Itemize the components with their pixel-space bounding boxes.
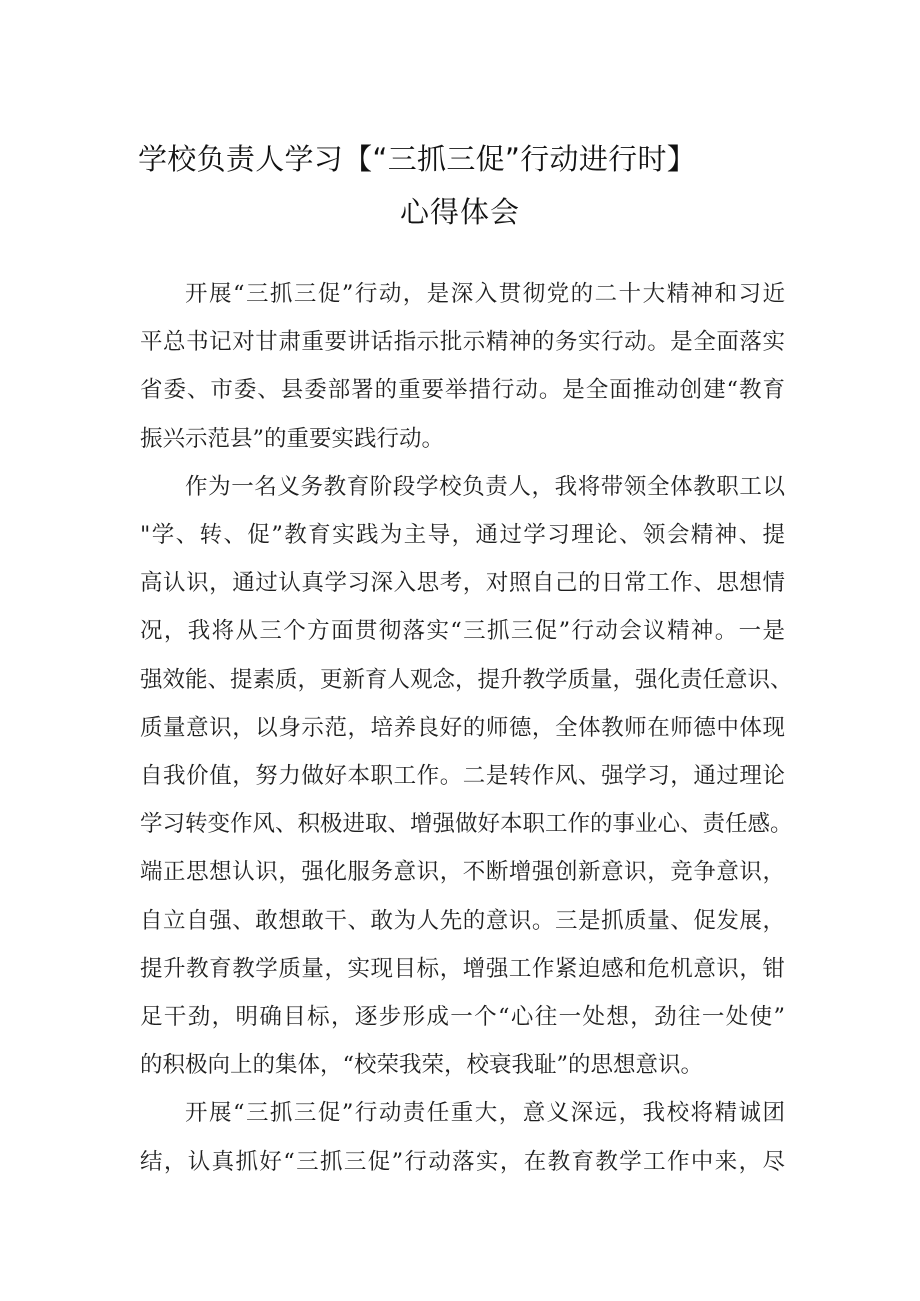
- text-line: 平总书记对甘肃重要讲话指示批示精神的务实行动。是全面落实: [140, 329, 785, 356]
- text-line: 学习转变作风、积极进取、增强做好本职工作的事业心、责任感。: [140, 811, 793, 838]
- document-body: [140, 270, 793, 1186]
- text-line: "学、转、促”教育实践为主导，通过学习理论、领会精神、提: [140, 522, 785, 549]
- document-title-line-1: 学校负责人学习【“三抓三促”行动进行时】: [138, 142, 697, 176]
- text-line: 提升教育教学质量，实现目标，增强工作紧迫感和危机意识，钳: [140, 955, 785, 982]
- paragraph-3: [140, 1089, 785, 1185]
- text-line: 强效能、提素质，更新育人观念，提升教学质量，强化责任意识、: [140, 666, 793, 693]
- document-title-line-2: 心得体会: [399, 195, 520, 229]
- text-line: 质量意识，以身示范，培养良好的师德，全体教师在师德中体现: [140, 714, 785, 741]
- text-line: 开展“三抓三促”行动责任重大，意义深远，我校将精诚团: [185, 1100, 785, 1127]
- text-line: 足干劲，明确目标，逐步形成一个“心往一处想，劲往一处使”: [140, 1004, 785, 1031]
- text-line: 作为一名义务教育阶段学校负责人，我将带领全体教职工以: [185, 473, 785, 500]
- text-line: 省委、市委、县委部署的重要举措行动。是全面推动创建“教育: [140, 377, 785, 404]
- text-line: 振兴示范县”的重要实践行动。: [140, 425, 445, 452]
- text-line: 端正思想认识，强化服务意识，不断增强创新意识，竞争意识，: [140, 859, 785, 886]
- text-line: 的积极向上的集体，“校荣我荣，校衰我耻”的思想意识。: [140, 1052, 704, 1079]
- paragraph-1: [140, 270, 785, 463]
- text-line: 结，认真抓好“三抓三促”行动落实，在教育教学工作中来，尽: [140, 1148, 785, 1175]
- text-line: 况，我将从三个方面贯彻落实“三抓三促”行动会议精神。一是: [140, 618, 785, 645]
- text-line: 自立自强、敢想敢干、敢为人先的意识。三是抓质量、促发展，: [140, 907, 785, 934]
- text-line: 自我价值，努力做好本职工作。二是转作风、强学习，通过理论: [140, 763, 785, 790]
- text-line: 开展“三抓三促”行动，是深入贯彻党的二十大精神和习近: [185, 281, 785, 307]
- text-line: 高认识，通过认真学习深入思考，对照自己的日常工作、思想情: [140, 570, 785, 597]
- paragraph-2: [140, 463, 793, 1090]
